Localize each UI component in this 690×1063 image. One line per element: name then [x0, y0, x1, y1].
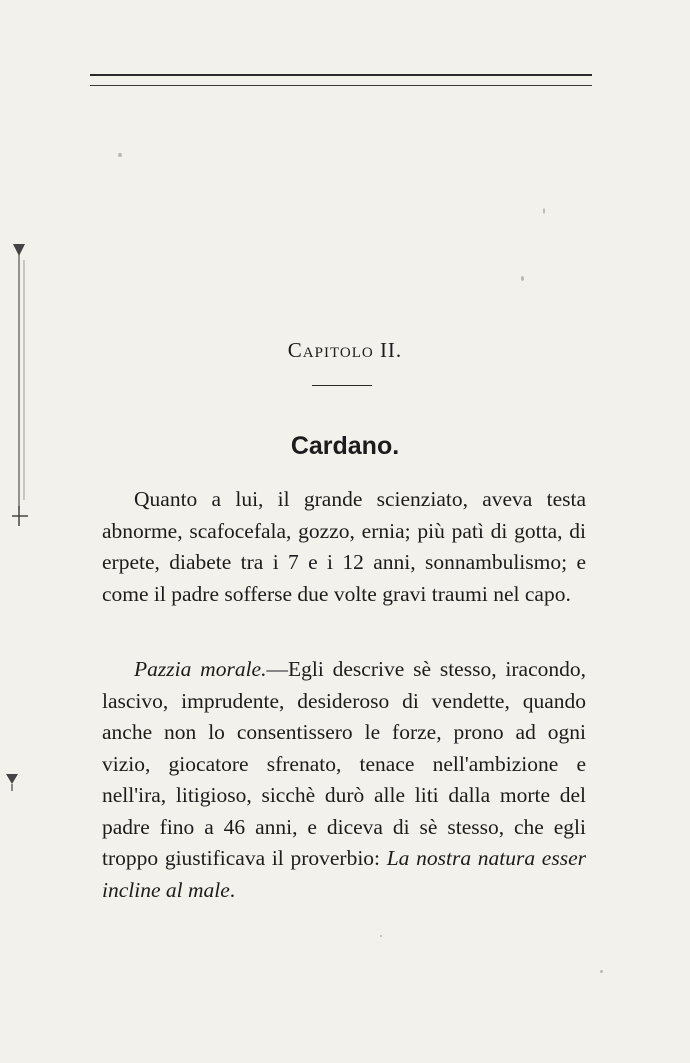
paper-speck — [521, 276, 524, 281]
chapter-rule — [312, 385, 372, 386]
paper-speck — [118, 153, 122, 157]
chapter-label: Capitolo II. — [287, 338, 403, 362]
paper-speck — [600, 970, 603, 973]
paper-speck — [380, 935, 382, 937]
paragraph-lead: Pazzia morale. — [134, 657, 267, 681]
margin-mark-small — [4, 772, 20, 792]
top-double-rule — [90, 74, 592, 86]
paragraph-2 — [102, 654, 586, 906]
paragraph-end: . — [229, 877, 236, 902]
margin-binding-mark — [10, 240, 30, 530]
paragraph-1: Quanto a lui, il grande scienziato, aveva testa abnorme, scafocefala, gozzo, ernia; più patì di gotta, di erpete, diabete tra i 7 e i 12 anni, sonnambulismo; e come il padre sofferse due volte gravi traumi nel capo. — [102, 487, 586, 606]
proverb-quote: La nostra natura esser incline al male — [102, 846, 586, 902]
paragraph-body: —Egli descrive sè stesso, iracondo, lascivo, imprudente, desideroso di vendette, quando anche non lo consentissero le forze, prono ad ogni vizio, giocatore sfrenato, tenace nell'ambizione e nell'ira, litigioso, sicchè durò alle liti dalla morte del padre fino a 46 anni, e diceva di sè stesso, che egli troppo giustificava il proverbio: — [102, 657, 587, 870]
chapter-title: Cardano. — [290, 432, 400, 460]
paper-speck — [543, 208, 545, 214]
